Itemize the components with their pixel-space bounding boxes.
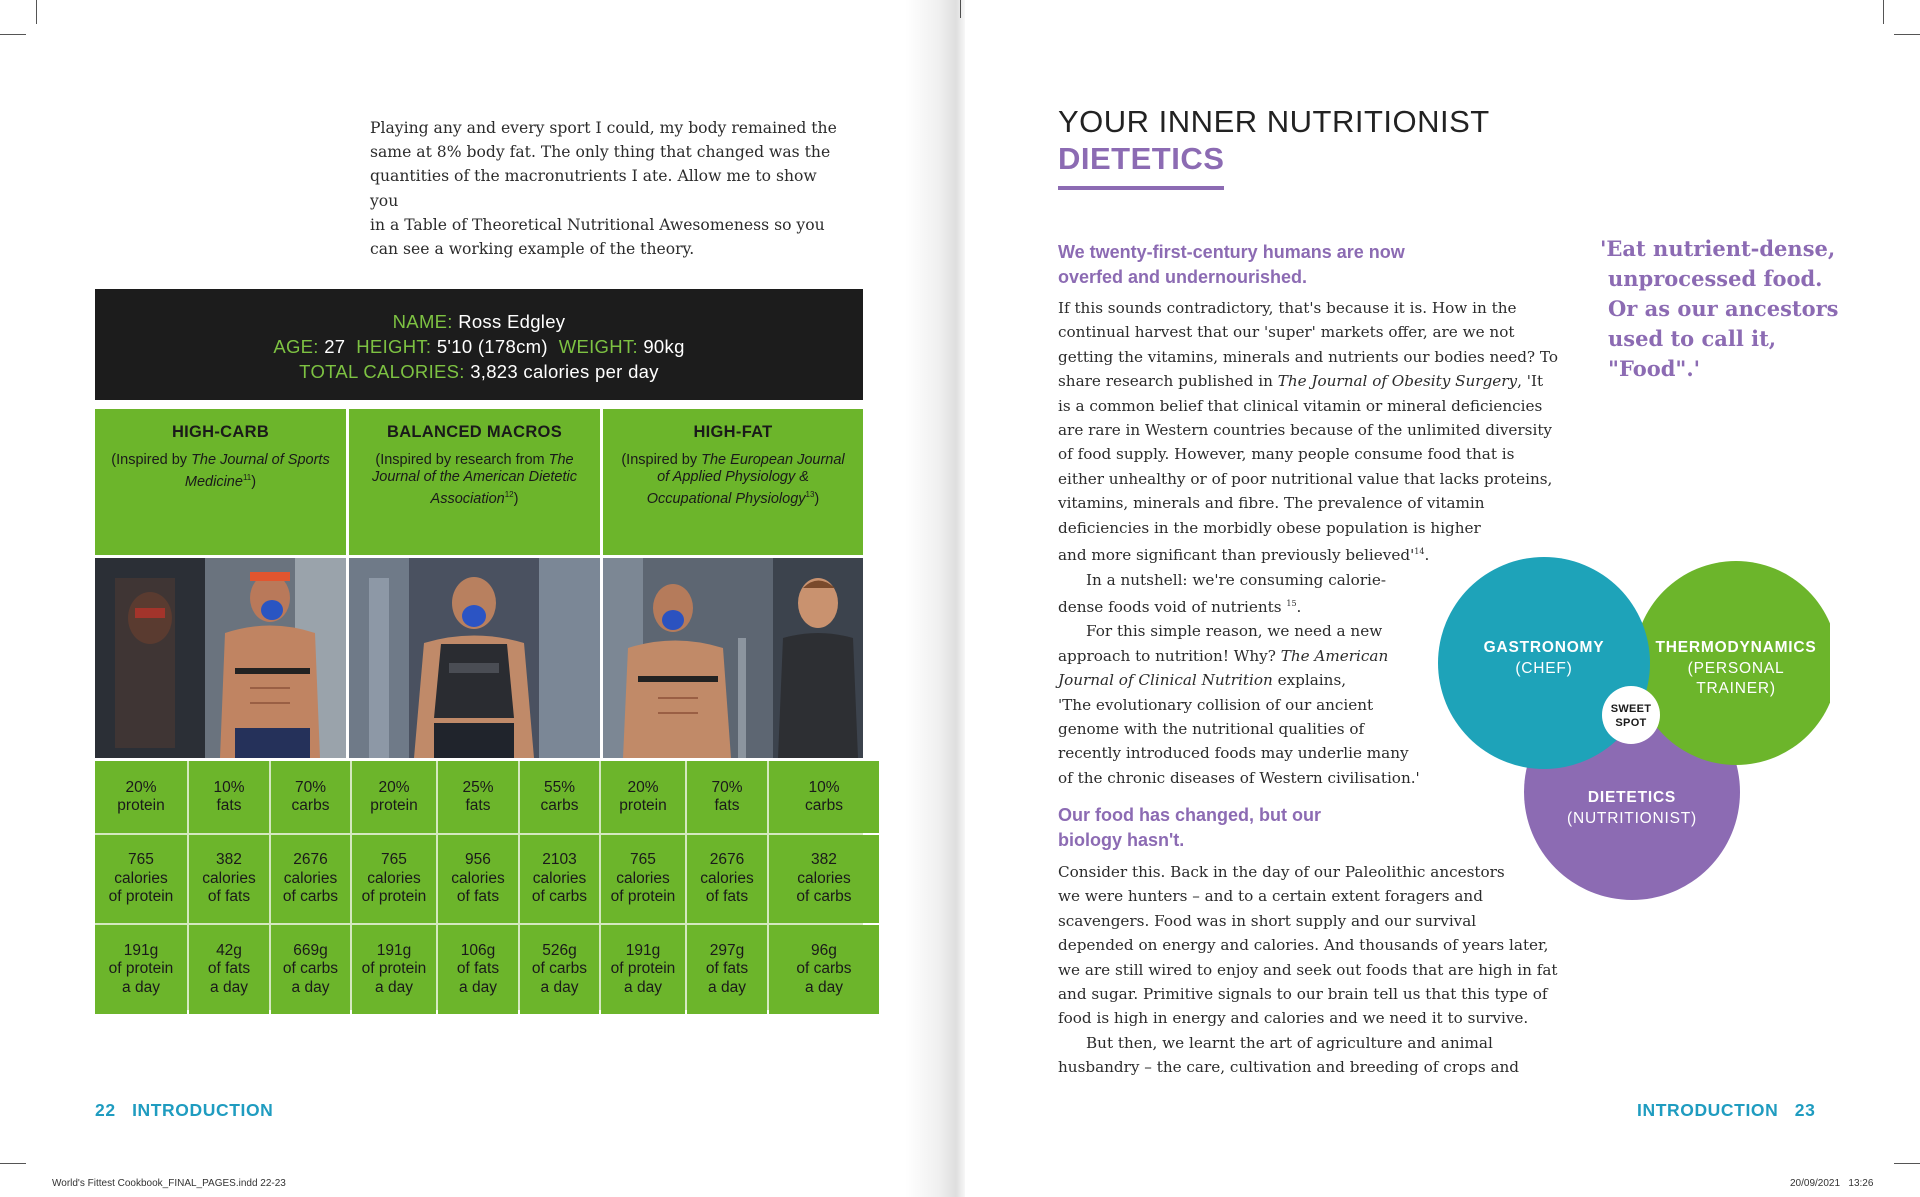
crop-mark	[1894, 1163, 1920, 1164]
crop-mark	[0, 34, 26, 35]
gram-cell: 191g of protein a day	[601, 925, 685, 1014]
gram-cell: 96g of carbs a day	[769, 925, 879, 1014]
text-line: Playing any and every sport I could, my body remained the	[370, 119, 837, 137]
text-line: quantities of the macronutrients I ate. Allow me to show you	[370, 167, 817, 210]
page-number: 23	[1794, 1100, 1816, 1120]
gastronomy-label: GASTRONOMY	[1483, 639, 1605, 656]
folio-left	[95, 1100, 273, 1121]
profile-weight: 90kg	[643, 336, 685, 357]
text-line: in a Table of Theoretical Nutritional Awesomeness so you	[370, 215, 825, 234]
spine-shadow	[905, 0, 965, 1197]
profile-calories-line: TOTAL CALORIES: 3,823 calories per day	[299, 361, 659, 382]
gram-cell: 191g of protein a day	[352, 925, 436, 1014]
column-header-high-carb	[95, 409, 346, 555]
subheading-2: Our food has changed, but our biology hasn't.	[1058, 805, 1321, 850]
chapter-subtitle: DIETETICS	[1058, 141, 1225, 176]
athlete-photo-high-fat	[603, 558, 863, 758]
calorie-cell: 382 calories of carbs	[769, 835, 879, 923]
body-text-2: Consider this. Back in the day of our Paleolithic ancestors we were hunters – and to a certain extent foragers and scavengers. Food was in short supply and our survival depended on energy and calories. And thousands of years later, we are still wired to enjoy and seek out foods that are high in fat and sugar. Primitive signals to our brain tell us that this type of food is high in energy and calories and we need it to survive. But then, we learnt the art of agriculture and animal husbandry – the care, cultivation and breeding of crops and	[1058, 863, 1558, 1077]
calorie-cell: 2103 calories of carbs	[520, 835, 599, 923]
gram-cell: 106g of fats a day	[438, 925, 518, 1014]
column-source: (Inspired by The Journal of Sports Medicine$^{11}$)	[111, 452, 330, 490]
gram-cell: 669g of carbs a day	[271, 925, 350, 1014]
calorie-cell: 765 calories of protein	[95, 835, 187, 923]
chapter-title: YOUR INNER NUTRITIONIST	[1058, 104, 1490, 139]
text-line: can see a working example of the theory.	[370, 240, 695, 259]
athlete-photo-high-carb	[95, 558, 346, 758]
calorie-cell: 2676 calories of fats	[687, 835, 767, 923]
profile-age: 27	[324, 336, 346, 357]
calorie-cell: 765 calories of protein	[601, 835, 685, 923]
calorie-cell: 956 calories of fats	[438, 835, 518, 923]
profile-height: 5'10 (178cm)	[436, 336, 548, 357]
calorie-cell: 765 calories of protein	[352, 835, 436, 923]
profile-header	[95, 289, 863, 400]
percent-cell: 70% carbs	[271, 761, 350, 833]
profile-name: Ross Edgley	[458, 311, 566, 332]
sweet-spot-circle	[1602, 686, 1660, 744]
gram-cell: 526g of carbs a day	[520, 925, 599, 1014]
pull-quote: 'Eat nutrient-dense, unprocessed food. Or as our ancestors used to call it, "Food".'	[1600, 236, 1839, 381]
column-source: (Inspired by research from The Journal of the American Dietetic Association$^{12}$)	[372, 452, 577, 507]
crop-mark	[1894, 34, 1920, 35]
calorie-cell: 382 calories of fats	[189, 835, 269, 923]
column-title: BALANCED MACROS	[387, 423, 562, 441]
percent-cell: 10% fats	[189, 761, 269, 833]
intro-paragraph	[370, 116, 840, 261]
macro-table	[95, 761, 863, 1010]
slug-file: World's Fittest Cookbook_FINAL_PAGES.indd 22-23	[52, 1178, 286, 1189]
venn-diagram	[1430, 555, 1830, 915]
sweet-spot-label-1: SWEET	[1610, 703, 1652, 715]
section-name: INTRODUCTION	[132, 1100, 274, 1120]
slug-date: 20/09/2021 13:26	[1790, 1178, 1874, 1189]
dietetics-sublabel: (NUTRITIONIST)	[1566, 810, 1698, 827]
gram-cell: 297g of fats a day	[687, 925, 767, 1014]
column-title: HIGH-FAT	[693, 423, 773, 441]
crop-mark	[36, 0, 37, 24]
column-header-high-fat	[603, 409, 863, 555]
percent-cell: 70% fats	[687, 761, 767, 833]
thermodynamics-label: THERMODYNAMICS	[1655, 639, 1817, 656]
title-underline	[1058, 186, 1224, 190]
thermodynamics-sublabel-1: (PERSONAL	[1687, 660, 1785, 677]
athlete-photo-balanced	[349, 558, 600, 758]
percent-cell: 25% fats	[438, 761, 518, 833]
crop-mark	[1883, 0, 1884, 24]
profile-stats-line: AGE: 27 HEIGHT: 5'10 (178cm) WEIGHT: 90kg	[273, 336, 685, 357]
profile-name-line: NAME: Ross Edgley	[392, 311, 566, 332]
percent-cell: 20% protein	[352, 761, 436, 833]
column-title: HIGH-CARB	[171, 423, 270, 441]
body-text-1: If this sounds contradictory, that's because it is. How in the continual harvest that our 'super' markets offer, are we not getting the vitamins, minerals and nutrients our bodies need? To share research published in The Journal of Obesity Surgery, 'It is a common belief that clinical vitamin or mineral deficiencies are rare in Western countries because of the unlimited diversity of food supply. However, many people consume food that is either unhealthy or of poor nutritional value that lacks proteins, vitamins, minerals and fibre. The prevalence of vitamin deficiencies in the morbidly obese population is higher and more significant than previously $believed'^{14}$. In a nutshell: we're consuming calorie- dense foods void of nutrients $^{15}$. For this simple reason, we need a new approach to nutrition! Why? The American Journal of Clinical Nutrition explains, 'The evolutionary collision of our ancient genome with the nutritional qualities of recently introduced foods may underlie many of the chronic diseases of Western civilisation.'	[1058, 299, 1558, 787]
page-number: 22	[95, 1100, 116, 1120]
sweet-spot-label-2: SPOT	[1615, 717, 1647, 729]
gram-cell: 42g of fats a day	[189, 925, 269, 1014]
thermodynamics-sublabel-2: TRAINER)	[1696, 680, 1776, 697]
folio-right	[1637, 1100, 1815, 1121]
percent-cell: 20% protein	[601, 761, 685, 833]
profile-calories: 3,823 calories per day	[470, 361, 659, 382]
gram-cell: 191g of protein a day	[95, 925, 187, 1014]
text-line: same at 8% body fat. The only thing that changed was the	[370, 143, 831, 162]
gastronomy-sublabel: (CHEF)	[1515, 660, 1573, 677]
calorie-cell: 2676 calories of carbs	[271, 835, 350, 923]
subheading-1: We twenty-first-century humans are now overfed and undernourished.	[1058, 242, 1405, 287]
column-source: (Inspired by The European Journal of Applied Physiology & Occupational Physiology$^{13}$)	[621, 452, 845, 507]
dietetics-label: DIETETICS	[1587, 789, 1677, 806]
column-header-balanced	[349, 409, 600, 555]
section-name: INTRODUCTION	[1637, 1100, 1779, 1120]
percent-cell: 20% protein	[95, 761, 187, 833]
percent-cell: 55% carbs	[520, 761, 599, 833]
crop-mark	[0, 1163, 26, 1164]
percent-cell: 10% carbs	[769, 761, 879, 833]
